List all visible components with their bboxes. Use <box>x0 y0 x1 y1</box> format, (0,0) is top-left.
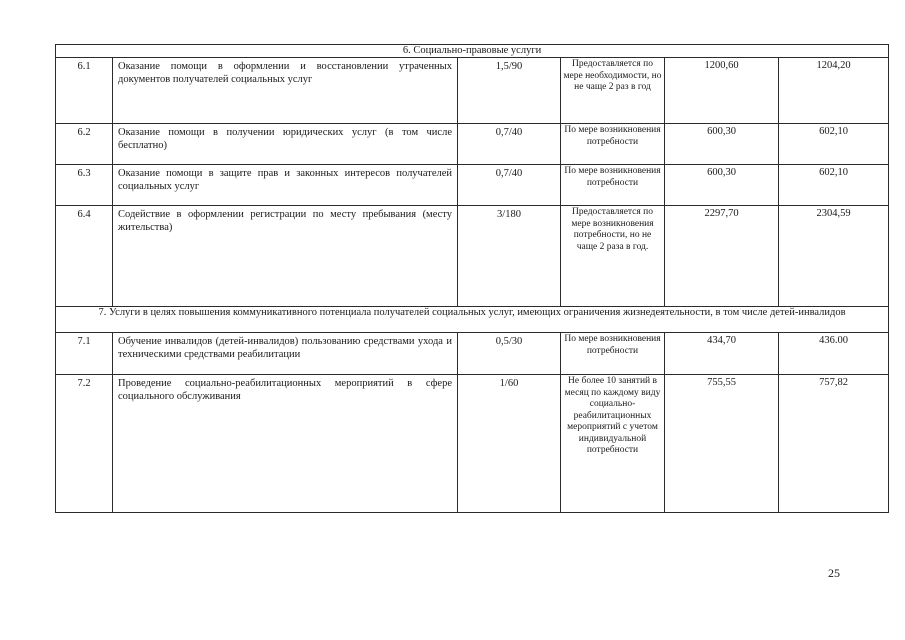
service-frequency: По мере возникновения потребности <box>561 124 665 165</box>
table-row <box>56 58 889 124</box>
service-name: Содействие в оформлении регистрации по месту пребывания (месту жительства) <box>113 206 458 307</box>
price-2: 602,10 <box>779 124 889 165</box>
services-table <box>55 44 889 513</box>
service-name: Оказание помощи в защите прав и законных интересов получателей социальных услуг <box>113 165 458 206</box>
table-row <box>56 333 889 375</box>
price-1: 755,55 <box>665 375 779 513</box>
price-1: 1200,60 <box>665 58 779 124</box>
section-title: 6. Социально-правовые услуги <box>56 45 889 58</box>
section-title: 7. Услуги в целях повышения коммуникативного потенциала получателей социальных услуг, имеющих ограничения жизнедеятельности, в том числе детей-инвалидов <box>56 307 889 333</box>
page-number: 25 <box>828 566 840 580</box>
price-2: 757,82 <box>779 375 889 513</box>
row-number: 7.1 <box>56 333 113 375</box>
service-frequency: По мере возникновения потребности <box>561 165 665 206</box>
service-name: Оказание помощи в оформлении и восстановлении утраченных документов получателей социальных услуг <box>113 58 458 124</box>
price-2: 436.00 <box>779 333 889 375</box>
row-number: 7.2 <box>56 375 113 513</box>
row-number: 6.2 <box>56 124 113 165</box>
table-row <box>56 206 889 307</box>
service-name: Оказание помощи в получении юридических услуг (в том числе бесплатно) <box>113 124 458 165</box>
row-number: 6.1 <box>56 58 113 124</box>
service-name: Проведение социально-реабилитационных мероприятий в сфере социального обслуживания <box>113 375 458 513</box>
section-header-row <box>56 45 889 58</box>
service-frequency: Предоставляется по мере необходимости, но не чаще 2 раз в год <box>561 58 665 124</box>
price-1: 600,30 <box>665 165 779 206</box>
table-row <box>56 124 889 165</box>
section-header-row <box>56 307 889 333</box>
row-number: 6.4 <box>56 206 113 307</box>
service-frequency: Предоставляется по мере возникновения потребности, но не чаще 2 раза в год. <box>561 206 665 307</box>
service-volume: 0,5/30 <box>458 333 561 375</box>
table-row <box>56 165 889 206</box>
price-2: 602,10 <box>779 165 889 206</box>
service-frequency: По мере возникновения потребности <box>561 333 665 375</box>
price-1: 2297,70 <box>665 206 779 307</box>
price-1: 600,30 <box>665 124 779 165</box>
service-name: Обучение инвалидов (детей-инвалидов) пользованию средствами ухода и техническими средствами реабилитации <box>113 333 458 375</box>
table-row <box>56 375 889 513</box>
row-number: 6.3 <box>56 165 113 206</box>
service-volume: 3/180 <box>458 206 561 307</box>
service-frequency: Не более 10 занятий в месяц по каждому виду социально-реабилитационных мероприятий с учетом индивидуальной потребности <box>561 375 665 513</box>
price-1: 434,70 <box>665 333 779 375</box>
price-2: 1204,20 <box>779 58 889 124</box>
service-volume: 0,7/40 <box>458 124 561 165</box>
price-2: 2304,59 <box>779 206 889 307</box>
service-volume: 1,5/90 <box>458 58 561 124</box>
service-volume: 0,7/40 <box>458 165 561 206</box>
service-volume: 1/60 <box>458 375 561 513</box>
